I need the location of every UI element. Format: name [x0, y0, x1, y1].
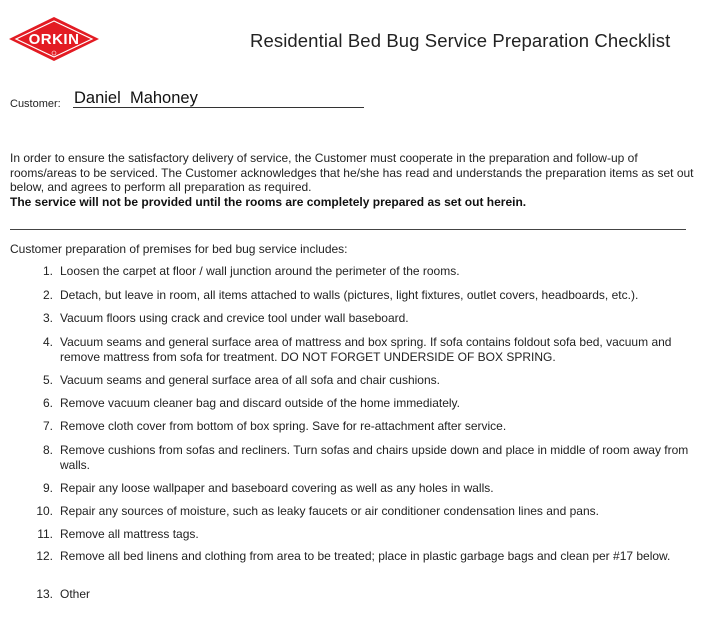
customer-field-row — [10, 90, 370, 112]
checklist-item-text: Remove cushions from sofas and recliners. Turn sofas and chairs upside down and place in middle of room away from walls. — [60, 443, 689, 472]
checklist-item-number: 13. — [36, 587, 53, 601]
checklist-item-text: Vacuum floors using crack and crevice tool under wall baseboard. — [60, 311, 409, 325]
page-title: Residential Bed Bug Service Preparation Checklist — [250, 30, 671, 51]
checklist-item-number: 3. — [42, 311, 53, 325]
checklist-item-number: 7. — [42, 419, 53, 433]
checklist-item-text: Repair any sources of moisture, such as leaky faucets or air conditioner condensation lines and pans. — [60, 504, 599, 518]
checklist-item-text: Other — [60, 587, 91, 601]
checklist-item-text: Remove all mattress tags. — [60, 527, 199, 541]
intro-text: In order to ensure the satisfactory delivery of service, the Customer must cooperate in the preparation and follow-up of rooms/areas to be serviced. The Customer acknowledges that he/she has read and understands the preparation items as set out below, and agrees to perform all preparation as required. — [10, 151, 694, 194]
checklist-item-text: Vacuum seams and general surface area of all sofa and chair cushions. — [60, 373, 440, 387]
checklist-item-number: 10. — [36, 504, 53, 518]
checklist-item-text: Detach, but leave in room, all items attached to walls (pictures, light fixtures, outlet covers, headboards, etc.). — [60, 288, 639, 302]
checklist-item-number: 1. — [42, 264, 53, 278]
checklist-item-number: 2. — [42, 288, 53, 302]
checklist-item-text: Remove cloth cover from bottom of box spring. Save for re-attachment after service. — [60, 419, 507, 433]
checklist-item-text: Repair any loose wallpaper and baseboard covering as well as any holes in walls. — [60, 481, 494, 495]
customer-name-value: Daniel Mahoney — [74, 89, 198, 107]
checklist-item-text: Vacuum seams and general surface area of mattress and box spring. If sofa contains foldout sofa bed, vacuum and remove mattress from sofa for treatment. DO NOT FORGET UNDERSIDE OF BOX SPRING. — [60, 335, 672, 364]
checklist-item-number: 9. — [42, 481, 53, 495]
checklist-heading: Customer preparation of premises for bed bug service includes: — [10, 242, 348, 256]
customer-label: Customer: — [10, 98, 61, 110]
section-divider — [10, 229, 686, 230]
checklist-item-number: 12. — [36, 549, 53, 563]
checklist-item-number: 11. — [37, 527, 53, 541]
checklist-item-number: 8. — [42, 443, 53, 457]
checklist-item-number: 6. — [42, 396, 53, 410]
logo-text: ORKIN — [28, 31, 80, 48]
checklist-item-text: Remove all bed linens and clothing from area to be treated; place in plastic garbage bags and clean per #17 below. — [60, 549, 671, 563]
checklist-item-text: Loosen the carpet at floor / wall junction around the perimeter of the rooms. — [60, 264, 460, 278]
checklist-item-text: Remove vacuum cleaner bag and discard outside of the home immediately. — [60, 396, 460, 410]
checklist-item-number: 4. — [42, 335, 53, 349]
orkin-logo — [8, 16, 100, 62]
intro-bold-notice: The service will not be provided until the rooms are completely prepared as set out herein. — [10, 194, 527, 209]
checklist-item-number: 5. — [42, 373, 53, 387]
intro-paragraph — [10, 151, 700, 209]
